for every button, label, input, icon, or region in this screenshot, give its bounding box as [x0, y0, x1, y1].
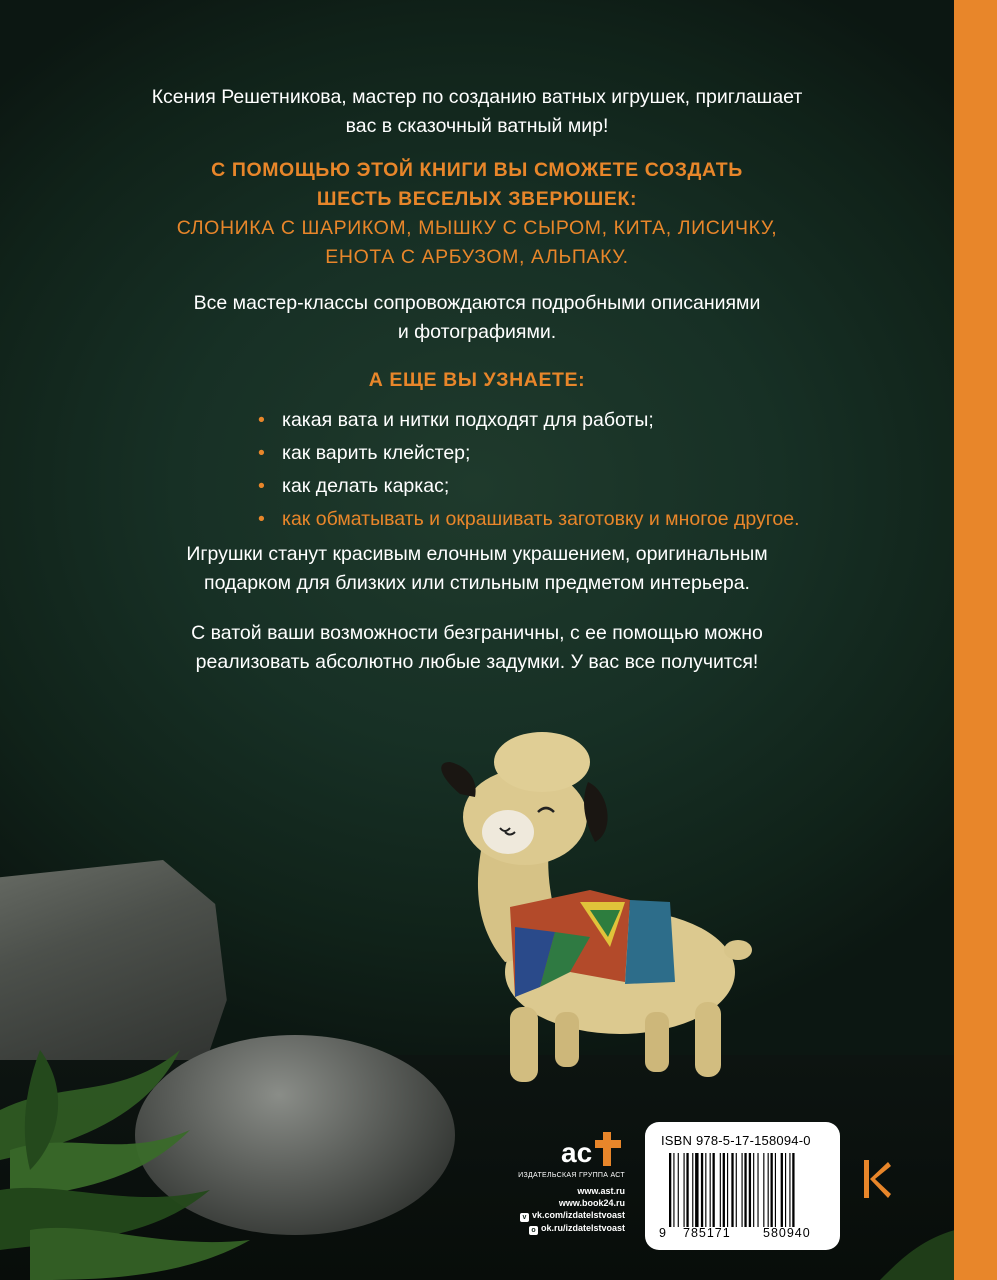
list-item: • как делать каркас; [258, 470, 800, 503]
barcode-bars [669, 1153, 829, 1227]
list-item: • как обматывать и окрашивать заготовку и многое другое. [258, 503, 800, 536]
masterclasses-line: Все мастер-классы сопровождаются подробными описаниями [193, 292, 761, 314]
intro-line: Ксения Решетникова, мастер по созданию ватных игрушек, приглашает [151, 86, 803, 108]
gifts-line: Игрушки станут красивым елочным украшением, оригинальным [186, 543, 768, 565]
publisher-group-name: ИЗДАТЕЛЬСКАЯ ГРУППА АСТ [518, 1172, 625, 1179]
barcode-digit-left: 785171 [683, 1226, 731, 1240]
closing-paragraph [0, 619, 954, 677]
imprint-k-logo [862, 1158, 892, 1200]
publisher-logo [559, 1120, 625, 1170]
closing-line: С ватой ваши возможности безграничны, с ее помощью можно [191, 622, 763, 644]
list-item: • как варить клейстер; [258, 437, 800, 470]
learn-heading: А ЕЩЕ ВЫ УЗНАЕТЕ: [368, 369, 586, 391]
headline-block [0, 156, 954, 272]
masterclasses-line: и фотографиями. [397, 321, 557, 343]
publisher-link-book24[interactable]: www.book24.ru [558, 1198, 625, 1208]
isbn-number: ISBN 978-5-17-158094-0 [661, 1133, 811, 1148]
gifts-line: подарком для близких или стильным предметом интерьера. [204, 572, 750, 594]
vk-icon: v [520, 1213, 529, 1222]
intro-paragraph [0, 83, 954, 141]
ok-icon: o [529, 1226, 538, 1235]
publisher-link-ok[interactable] [500, 1222, 625, 1235]
barcode-digit-prefix: 9 [659, 1226, 667, 1240]
vk-link-text: vk.com/izdatelstvoast [531, 1210, 625, 1220]
closing-line: реализовать абсолютно любые задумки. У вас все получится! [195, 651, 759, 673]
isbn-barcode [645, 1122, 840, 1250]
publisher-link-ast[interactable]: www.ast.ru [577, 1186, 625, 1196]
fern-leaf-illustration [860, 1210, 954, 1280]
barcode-digit-right: 580940 [763, 1226, 811, 1240]
masterclasses-paragraph [0, 289, 954, 347]
animals-line: ЕНОТА С АРБУЗОМ, АЛЬПАКУ. [325, 246, 629, 268]
gifts-paragraph [0, 540, 954, 598]
publisher-block [500, 1120, 625, 1235]
publisher-link-vk[interactable] [500, 1209, 625, 1222]
learn-list [258, 404, 800, 536]
ok-link-text: ok.ru/izdatelstvoast [540, 1223, 625, 1233]
intro-line: вас в сказочный ватный мир! [345, 115, 609, 137]
headline-line: С ПОМОЩЬЮ ЭТОЙ КНИГИ ВЫ СМОЖЕТЕ СОЗДАТЬ [211, 159, 743, 181]
publisher-logo-text: ac [561, 1137, 593, 1168]
fern-leaves-illustration [0, 990, 300, 1280]
alpaca-toy-illustration [430, 722, 760, 1092]
animals-line: СЛОНИКА С ШАРИКОМ, МЫШКУ С СЫРОМ, КИТА, ЛИСИЧКУ, [176, 217, 778, 239]
headline-line: ШЕСТЬ ВЕСЕЛЫХ ЗВЕРЮШЕК: [316, 188, 638, 210]
orange-edge-stripe [954, 0, 997, 1280]
list-item: • какая вата и нитки подходят для работы; [258, 404, 800, 437]
